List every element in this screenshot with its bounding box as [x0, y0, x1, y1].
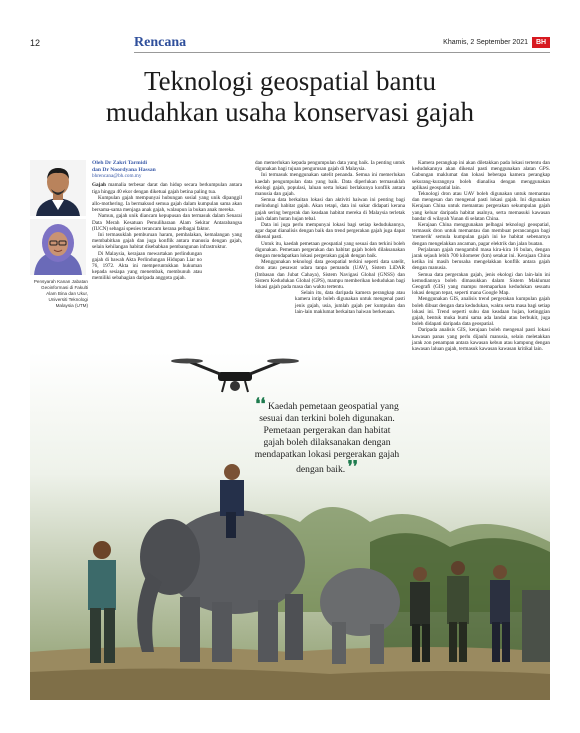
col2-para-1: dan memerlukan kepada pengumpulan data yang baik. Ia penting untuk digunakan bagi tujuan pengurusan gajah di Malaysia. — [255, 160, 405, 173]
col3-para-7: Daripada analisis GIS, kerajaan boleh mengenal pasti lokasi kawasan panas yang perlu dijauhi manusia, selain meletakkan jarak zon penampan antara kawasan kebun atau kampung dengan kawasan laluan gajah, termasuk kawasan kawasan kritikal lain. — [412, 327, 550, 353]
col3-para-5: Semua data pergerakan gajah, jenis ekologi dan lain-lain ini kemudiannya boleh dimasukkan dalam Sistem Maklumat Geografi (GIS) yang mampu memaparkan kedudukan sesuatu lokasi dengan tepat, seperti mana Google Map. — [412, 271, 550, 297]
col2-para-4: Data ini juga perlu mempunyai lokasi bagi setiap kedudukannya, agar dapat dianalisis dengan baik dan trend pergerakan gajah juga dapat dikenal pasti. — [255, 222, 405, 241]
page-header — [30, 37, 550, 55]
col2-para-7: Selain itu, data daripada kamera perangkap atau kamera intip boleh digunakan untuk mengenal pasti jenis gajah, usia, jumlah gajah per kumpulan dan lain-lain maklumat berkaitan haiwan berkenaan. — [295, 290, 405, 315]
article-column-2 — [255, 160, 405, 315]
col1-para-4: Ini termasuklah pemburuan haram, pembalakan, kemalangan yang membabitkan gajah dan juga konflik antara manusia dengan gajah, selain kehilangan habitat disebabkan pembangunan infrastruktur. — [92, 232, 242, 251]
header-rule — [134, 52, 550, 53]
bh-logo: BH — [532, 37, 550, 48]
col2-para-3: Semua data berkaitan lokasi dan aktiviti haiwan ini penting bagi melindungi habitat gajah. Akan tetapi, data ini sukar didapati kerana gajah sering bergerak dan keadaan habitat mereka di Malaysia terletak jauh dalam hutan hujan tebal. — [255, 197, 405, 222]
pull-quote-text: Kaedah pemetaan geospatial yang sesuai dan terkini boleh digunakan. Pemetaan pergerakan dan habitat gajah boleh dilaksanakan dengan mendapatkan lokasi pergerakan gajah dengan baik. — [254, 401, 400, 475]
byline-line-2: dan Dr Noordyana Hassan — [92, 166, 156, 173]
col1-para-1: mamalia terbesar darat dan hidup secara berkumpulan antara tiga hingga 40 ekor dengan diketuai gajah betina paling tua. — [92, 182, 242, 195]
col2-para-5: Untuk itu, kaedah pemetaan geospatial yang sesuai dan terkini boleh digunakan. Pemetaan pergerakan dan habitat gajah boleh dilaksanakan dengan mendapatkan lokasi pergerakan gajah dengan baik. — [255, 240, 405, 260]
section-label: Rencana — [134, 35, 187, 50]
col1-para-2: Kumpulan gajah mempunyai hubungan sosial yang unik dipanggil allo-mothering. Ia bermaksud semua gajah dalam kumpulan sama akan bersama-sama menjaga anak gajah, walaupun ia bukan anak mereka. — [92, 194, 242, 214]
col1-para-5: Di Malaysia, kerajaan mewartakan perlindungan gajah di bawah Akta Perlindungan Hidupan Liar no 76, 1972. Akta ini memperuntukkan hukuman kepada sesiapa yang menembak, membunuh atau memiliki sebahagian daripada anggota gajah. — [92, 250, 202, 282]
author-email[interactable]: bhrencana@bh.com.my — [92, 173, 142, 180]
author-block — [30, 160, 88, 309]
open-quote-icon: ❛❛ — [255, 394, 266, 413]
headline-line-2: mudahkan usaha konservasi gajah — [105, 97, 475, 127]
drop-lead: Gajah — [92, 182, 106, 189]
col3-para-1: Kamera perangkap ini akan diletakkan pada lokasi tertentu dan kedudukannya akan dikenal pasti menggunakan alatan GPS. Gabungan maklumat dan lokasi beberapa kamera perangkap sekurang-kurangnya boleh dianalisa dengan menggunakan aplikasi geospatial lain. — [412, 160, 550, 191]
col1-para-3: Namun, gajah unik diancam kepupusan dan termasuk dalam Senarai Data Merah Kesatuan Pemuliharaan Alam Sekitar Antarabangsa (IUCN) sebagai spesies terancam kerana pelbagai faktor. — [92, 213, 242, 232]
col3-para-3: Kerajaan China menggunakan pelbagai teknologi geospatial, termasuk dron untuk memantau dan membuat perancangan bagi 'memerik' semula kumpulan gajah ini ke habitat sebenarnya dengan mengelakkan ancaman, pagar elektrik dan jalan buatan. — [412, 222, 550, 247]
pull-quote — [252, 394, 402, 476]
article-column-1 — [92, 160, 242, 282]
issue-date: Khamis, 2 September 2021 — [443, 39, 528, 46]
col2-para-2: Ini termasuk menggunakan satelit penanda. Semua ini memerlukan kaedah pengumpulan data yang baik. Data diperlukan termasuklah ekologi gajah, populasi, laluan serta lokasi berlakunya konflik antara manusia dan gajah. — [255, 172, 405, 198]
col3-para-6: Menggunakan GIS, analisis trend pergerakan kumpulan gajah boleh dibuat dengan data kedudukan, waktu serta masa bagi setiap lokasi ini. Trend seperti suhu dan keadaan hujan, ketinggian gajah, bentuk muka bumi sama ada landai atau berbukit, juga boleh didapati daripada data geospatial. — [412, 296, 551, 328]
col3-para-2: Teknologi dron atau UAV boleh digunakan untuk memantau dan mengesan dan mengenal pasti lokasi gajah. Ini digunakan Kerajaan China untuk memantau pergerakan sekumpulan gajah yang keluar daripada habitat asalnya, serta memasuki kawasan bandar di wilayah Yunan di selatan China. — [412, 191, 550, 222]
author-photo-1 — [30, 160, 86, 216]
headline-line-1: Teknologi geospatial bantu — [143, 66, 437, 96]
headline — [50, 66, 530, 128]
page-number: 12 — [30, 38, 41, 48]
col2-para-6: Menggunakan teknologi data geospatial terkini seperti data satelit, dron atau pesawat udara tanpa pemandu (UAV), Sistem LiDAR (Imbasan dan Jubat Cahaya), Sistem Navigasi Global (GNSS) dan Sistem Kedudukan Global (GPS), mampu memberikan kedudukan bagi lokasi gajah pada masa dan waktu tertentu. — [255, 259, 405, 291]
author-photo-2 — [30, 219, 86, 275]
author-caption: Pensyarah Kanan Jabatan Geoinformasi di Fakulti Alam Bina dan Ukur, Universiti Teknologi Malaysia (UTM) — [33, 279, 88, 308]
close-quote-icon: ❜❜ — [347, 457, 358, 476]
byline-line-1: Oleh Dr Zakri Tarmidi — [92, 160, 148, 166]
col3-para-4: Perjalanan gajah mengambil masa kira-kira 16 bulan, dengan jarak sejauh lebih 700 kilometer (km) setakat ini. Kerajaan China ketika ini masih berusaha mengelakkan konflik antara gajah dengan manusia. — [412, 246, 550, 272]
